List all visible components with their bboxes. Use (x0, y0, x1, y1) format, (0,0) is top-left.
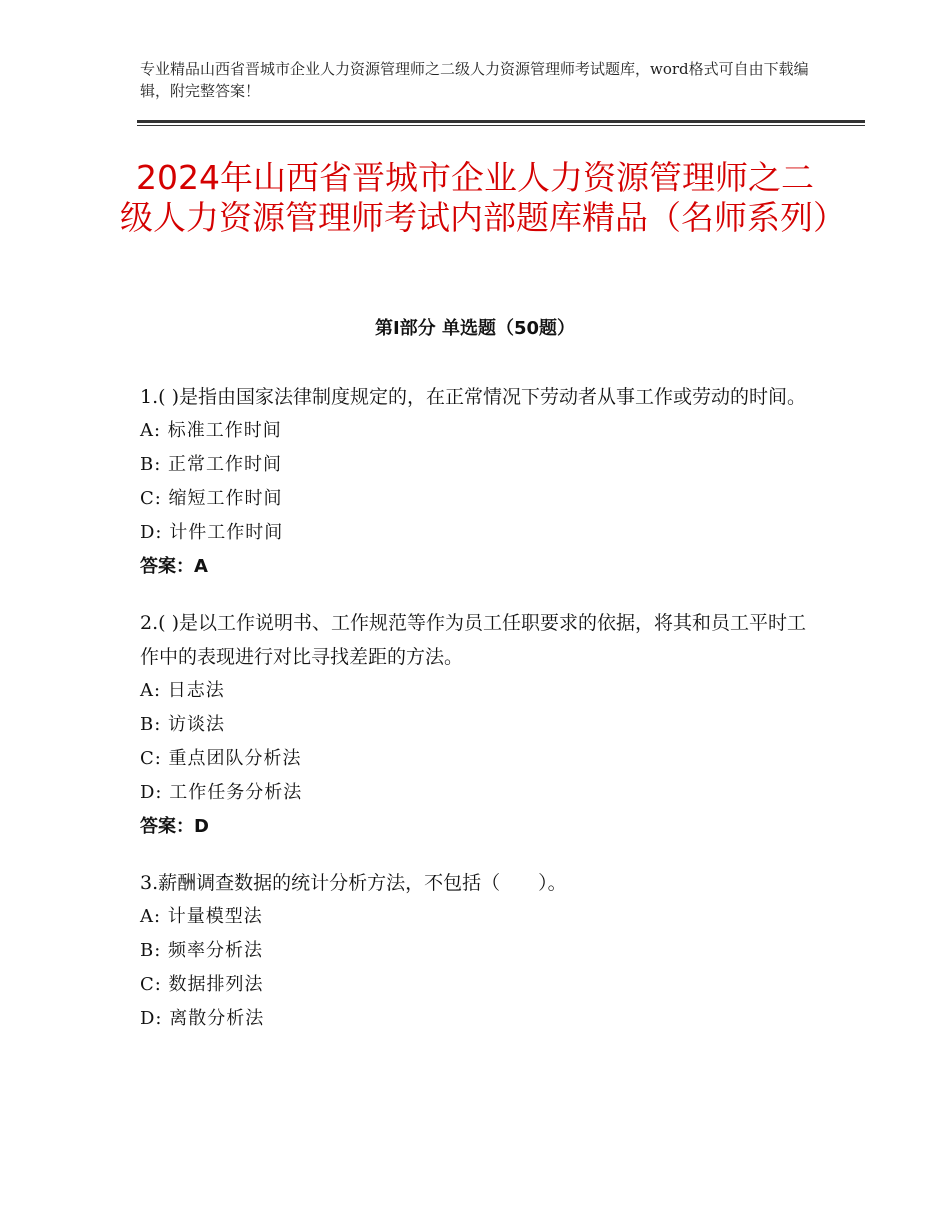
option-b: B: 频率分析法 (140, 940, 264, 961)
header-divider-thick (137, 120, 865, 123)
option-c: C: 缩短工作时间 (140, 488, 283, 509)
section-heading: 第Ⅰ部分 单选题（50题） (374, 318, 575, 339)
document-title: 2024年山西省晋城市企业人力资源管理师之二级人力资源管理师考试内部题库精品（名师系列） (120, 158, 846, 237)
option-d: D: 工作任务分析法 (140, 782, 303, 803)
question-3 (140, 866, 820, 1036)
answer-label: 答案：A (140, 556, 208, 577)
option-c: C: 数据排列法 (140, 974, 264, 995)
option-d: D: 计件工作时间 (140, 522, 284, 543)
question-2 (140, 606, 820, 844)
question-list (140, 380, 820, 1058)
option-a: A: 标准工作时间 (140, 420, 282, 441)
option-b: B: 访谈法 (140, 714, 226, 735)
option-c: C: 重点团队分析法 (140, 748, 302, 769)
question-1 (140, 380, 820, 584)
question-text: 2.( )是以工作说明书、工作规范等作为员工任职要求的依据，将其和员工平时工作中的表现进行对比寻找差距的方法。 (140, 612, 806, 668)
option-a: A: 日志法 (140, 680, 225, 701)
question-text: 1.( )是指由国家法律制度规定的，在正常情况下劳动者从事工作或劳动的时间。 (140, 386, 806, 408)
header-divider-thin (137, 125, 865, 126)
answer-label: 答案：D (140, 816, 209, 837)
document-header-note: 专业精品山西省晋城市企业人力资源管理师之二级人力资源管理师考试题库，word格式可自由下载编辑，附完整答案！ (140, 60, 809, 100)
option-b: B: 正常工作时间 (140, 454, 283, 475)
question-text: 3.薪酬调查数据的统计分析方法，不包括（ ）。 (140, 872, 567, 894)
option-d: D: 离散分析法 (140, 1008, 265, 1029)
option-a: A: 计量模型法 (140, 906, 263, 927)
